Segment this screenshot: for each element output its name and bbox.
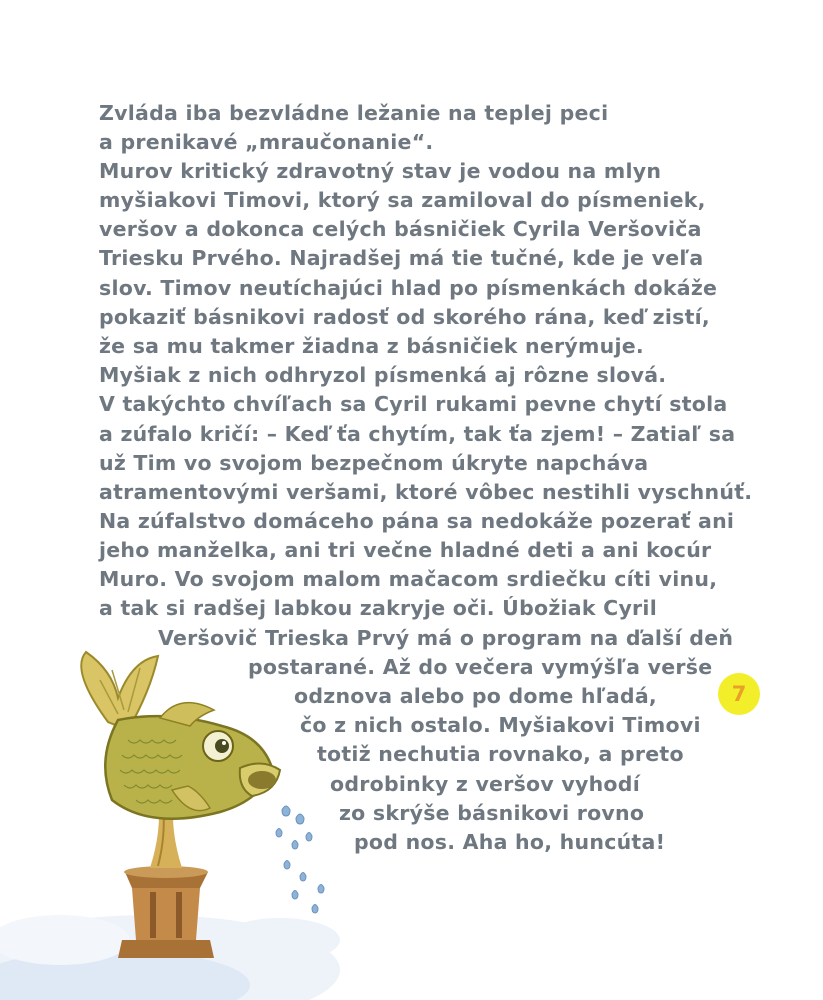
text-line: postarané. Až do večera vymýšľa verše [248,655,713,679]
page-number-badge [718,673,760,715]
text-line: zo skrýše básnikovi rovno [339,801,645,825]
text-line: čo z nich ostalo. Myšiakovi Timovi [300,713,701,737]
text-line: že sa mu takmer žiadna z básničiek nerýmuje. [99,334,644,358]
text-line: atramentovými veršami, ktoré vôbec nestihli vyschnúť. [99,480,753,504]
text-line: V takýchto chvíľach sa Cyril rukami pevne chytí stola [99,392,728,416]
fish-fountain-illustration-icon [0,640,380,1000]
page-number: 7 [731,682,747,706]
text-line: jeho manželka, ani tri večne hladné deti a ani kocúr [99,538,712,562]
text-line: Na zúfalstvo domáceho pána sa nedokáže pozerať ani [99,509,735,533]
text-line: Myšiak z nich odhryzol písmenká aj rôzne slová. [99,363,667,387]
text-line: a tak si radšej labkou zakryje oči. Úbožiak Cyril [99,596,657,620]
text-line: a prenikavé „mraučonanie“. [99,130,434,154]
text-line: odrobinky z veršov vyhodí [330,772,640,796]
text-line: pod nos. Aha ho, huncúta! [354,830,666,854]
text-line: totiž nechutia rovnako, a preto [317,742,684,766]
text-line: pokaziť básnikovi radosť od skorého rána, keď zistí, [99,305,710,329]
text-line: Zvláda iba bezvládne ležanie na teplej peci [99,101,609,125]
text-line: Triesku Prvého. Najradšej má tie tučné, kde je veľa [99,246,704,270]
text-line: slov. Timov neutíchajúci hlad po písmenkách dokáže [99,276,718,300]
text-line: myšiakovi Timovi, ktorý sa zamiloval do písmeniek, [99,188,706,212]
text-line: Murov kritický zdravotný stav je vodou na mlyn [99,159,662,183]
text-line: veršov a dokonca celých básničiek Cyrila Veršoviča [99,217,702,241]
text-line: odznova alebo po dome hľadá, [294,684,657,708]
text-line: Muro. Vo svojom malom mačacom srdiečku cíti vinu, [99,567,718,591]
text-line: a zúfalo kričí: – Keď ťa chytím, tak ťa zjem! – Zatiaľ sa [99,422,736,446]
text-line: Veršovič Trieska Prvý má o program na ďalší deň [158,626,734,650]
text-line: už Tim vo svojom bezpečnom úkryte napcháva [99,451,649,475]
